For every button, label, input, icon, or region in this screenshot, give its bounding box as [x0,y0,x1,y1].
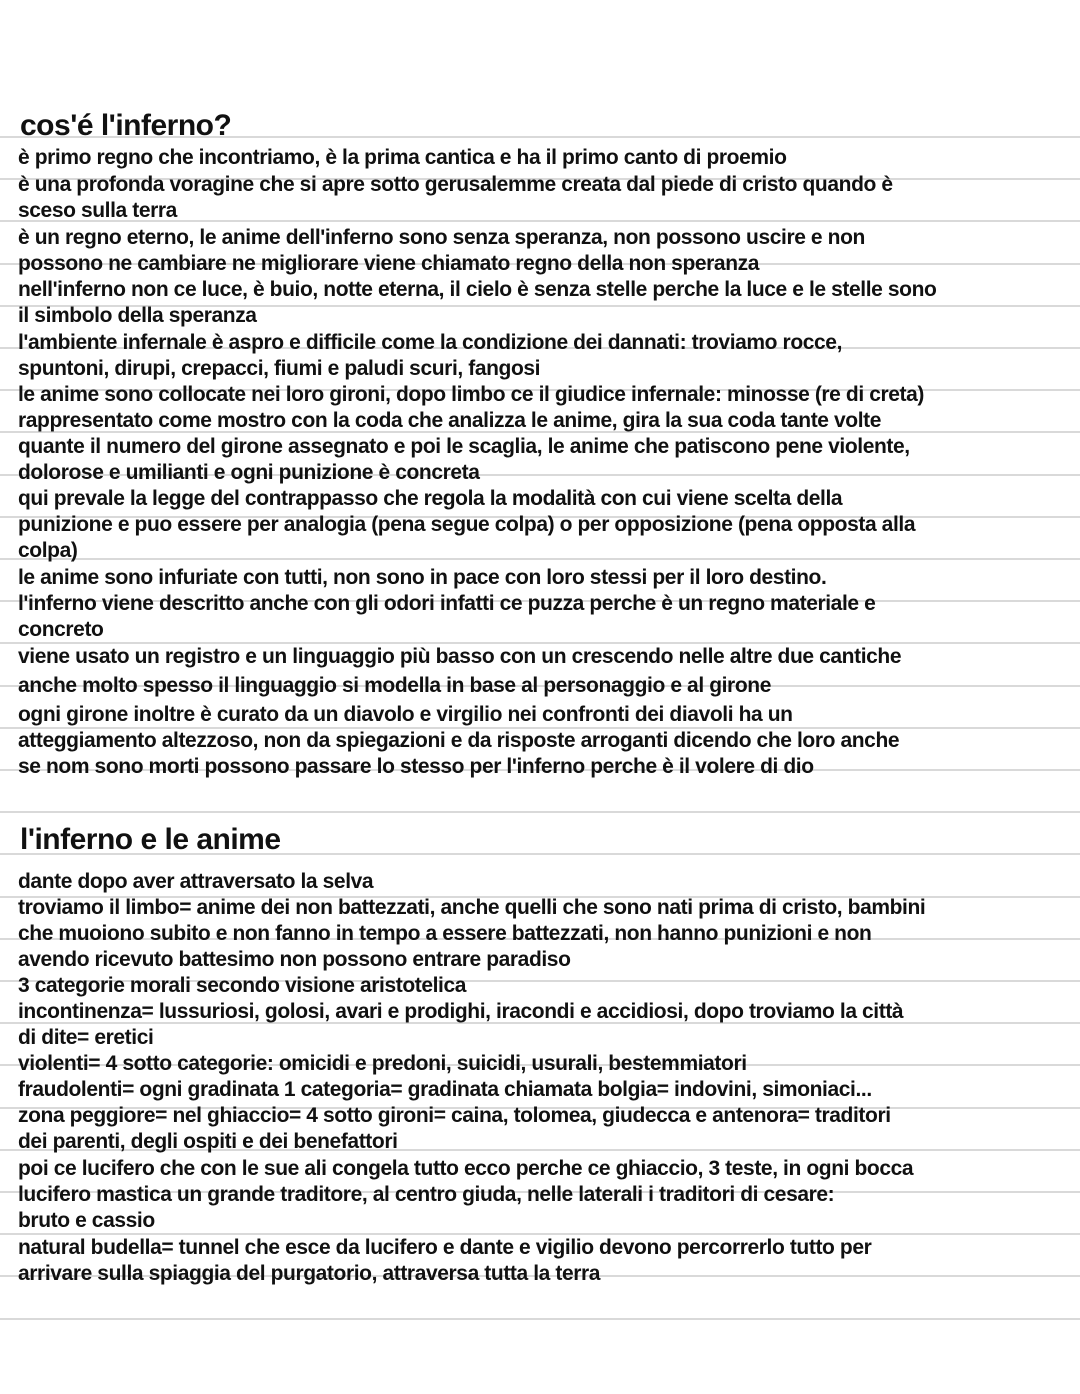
section-title: cos'é l'inferno? [20,109,232,142]
ruled-line [0,811,1080,813]
note-line: fraudolenti= ogni gradinata 1 categoria= gradinata chiamata bolgia= indovini, simoniaci... [18,1078,872,1101]
note-line: possono ne cambiare ne migliorare viene chiamato regno della non speranza [18,252,760,275]
note-line: anche molto spesso il linguaggio si modella in base al personaggio e al girone [18,674,771,697]
note-line: le anime sono infuriate con tutti, non sono in pace con loro stessi per il loro destino. [18,566,827,589]
note-line: nell'inferno non ce luce, è buio, notte eterna, il cielo è senza stelle perche la luce e le stelle sono [18,278,937,301]
ruled-line [0,1318,1080,1320]
note-line: è una profonda voragine che si apre sotto gerusalemme creata dal piede di cristo quando è [18,173,893,196]
ruled-line [0,558,1080,560]
note-line: l'ambiente infernale è aspro e difficile come la condizione dei dannati: troviamo rocce, [18,331,843,354]
note-line: è un regno eterno, le anime dell'inferno sono senza speranza, non possono uscire e non [18,226,865,249]
section-title: l'inferno e le anime [20,823,281,856]
note-line: troviamo il limbo= anime dei non battezzati, anche quelli che sono nati prima di cristo, bambini [18,896,926,919]
note-line: quante il numero del girone assegnato e poi le scaglia, le anime che patiscono pene violente, [18,435,910,458]
note-line: viene usato un registro e un linguaggio più basso con un crescendo nelle altre due cantiche [18,645,902,668]
note-line: punizione e puo essere per analogia (pena segue colpa) o per opposizione (pena opposta alla [18,513,916,536]
note-line: se nom sono morti possono passare lo stesso per l'inferno perche è il volere di dio [18,755,814,778]
note-line: colpa) [18,539,78,562]
note-line: qui prevale la legge del contrappasso che regola la modalità con cui viene scelta della [18,487,843,510]
note-line: ogni girone inoltre è curato da un diavolo e virgilio nei confronti dei diavoli ha un [18,703,793,726]
note-line: avendo ricevuto battesimo non possono entrare paradiso [18,948,571,971]
note-line: natural budella= tunnel che esce da lucifero e dante e vigilio devono percorrerlo tutto per [18,1236,872,1259]
note-line: violenti= 4 sotto categorie: omicidi e predoni, suicidi, usurali, bestemmiatori [18,1052,747,1075]
note-line: spuntoni, dirupi, crepacci, fiumi e paludi scuri, fangosi [18,357,541,380]
note-line: il simbolo della speranza [18,304,257,327]
note-line: dei parenti, degli ospiti e dei benefattori [18,1130,398,1153]
note-line: le anime sono collocate nei loro gironi, dopo limbo ce il giudice infernale: minosse (re di creta) [18,383,924,406]
note-line: bruto e cassio [18,1209,155,1232]
note-line: 3 categorie morali secondo visione aristotelica [18,974,467,997]
note-line: atteggiamento altezzoso, non da spiegazioni e da risposte arroganti dicendo che loro anche [18,729,900,752]
note-line: dolorose e umilianti e ogni punizione è concreta [18,461,480,484]
note-line: concreto [18,618,104,641]
note-line: rappresentato come mostro con la coda che analizza le anime, gira la sua coda tante volte [18,409,882,432]
note-line: zona peggiore= nel ghiaccio= 4 sotto gironi= caina, tolomea, giudecca e antenora= traditori [18,1104,891,1127]
note-line: dante dopo aver attraversato la selva [18,870,374,893]
note-line: sceso sulla terra [18,199,177,222]
note-line: arrivare sulla spiaggia del purgatorio, attraversa tutta la terra [18,1262,601,1285]
note-line: incontinenza= lussuriosi, golosi, avari e prodighi, iracondi e accidiosi, dopo troviamo la città [18,1000,904,1023]
note-line: di dite= eretici [18,1026,154,1049]
note-line: che muoiono subito e non fanno in tempo a essere battezzati, non hanno punizioni e non [18,922,872,945]
note-line: l'inferno viene descritto anche con gli odori infatti ce puzza perche è un regno materiale e [18,592,876,615]
note-line: è primo regno che incontriamo, è la prima cantica e ha il primo canto di proemio [18,146,787,169]
note-line: lucifero mastica un grande traditore, al centro giuda, nelle laterali i traditori di cesare: [18,1183,835,1206]
note-line: poi ce lucifero che con le sue ali congela tutto ecco perche ce ghiaccio, 3 teste, in ogni bocca [18,1157,914,1180]
